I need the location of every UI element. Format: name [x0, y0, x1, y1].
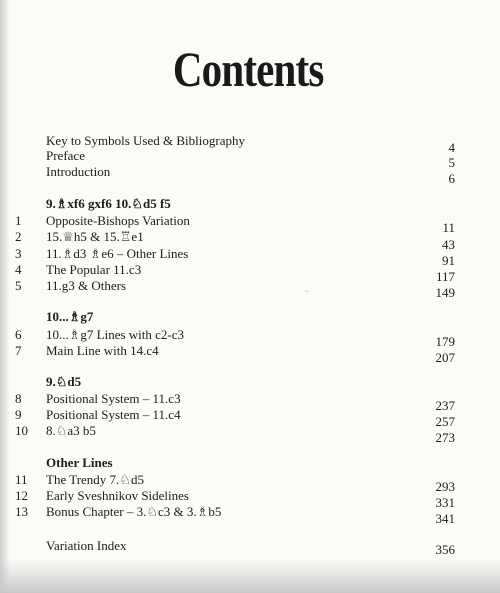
chapter-number: 8	[15, 391, 22, 406]
chapter-number: 9	[15, 407, 22, 422]
chapter-number: 10	[15, 423, 28, 438]
chapter-number: 7	[15, 343, 22, 358]
chapter-number: 11	[15, 472, 28, 487]
chapter-title[interactable]: 10...♗g7 Lines with c2-c3	[46, 327, 185, 342]
chapter-number: 1	[15, 213, 22, 228]
page-bottom-shadow	[0, 559, 500, 593]
chapter-title[interactable]: Positional System – 11.c3	[46, 391, 181, 406]
chapter-number: 6	[15, 327, 22, 342]
toc-entry-page: 356	[435, 542, 455, 557]
toc-entry-page: 4	[448, 140, 455, 155]
chapter-title[interactable]: 11.g3 & Others	[46, 278, 127, 293]
section-heading: 9.♘d5	[46, 374, 82, 389]
chapter-number: 13	[15, 504, 28, 519]
toc-entry-page: 6	[448, 171, 455, 186]
toc-entry-text[interactable]: Key to Symbols Used & Bibliography	[46, 133, 245, 148]
section-heading: Other Lines	[46, 455, 113, 470]
toc-entry-text[interactable]: Preface	[46, 148, 85, 163]
chapter-page: 179	[435, 334, 455, 349]
chapter-page: 293	[435, 479, 455, 494]
chapter-page: 43	[442, 237, 455, 252]
chapter-number: 3	[15, 246, 22, 261]
chapter-page: 273	[435, 430, 455, 445]
chapter-title[interactable]: The Trendy 7.♘d5	[46, 472, 144, 487]
paper-speck: ~	[305, 288, 309, 296]
chapter-title[interactable]: The Popular 11.c3	[46, 262, 142, 277]
chapter-title[interactable]: Main Line with 14.c4	[46, 343, 159, 358]
page-title: Contents	[172, 41, 324, 97]
chapter-title[interactable]: Early Sveshnikov Sidelines	[46, 488, 189, 503]
chapter-title[interactable]: 11.♗d3 ♗e6 – Other Lines	[46, 246, 189, 261]
chapter-title[interactable]: Bonus Chapter – 3.♘c3 & 3.♗b5	[46, 504, 222, 519]
chapter-title[interactable]: Positional System – 11.c4	[46, 407, 181, 422]
chapter-page: 149	[435, 285, 455, 300]
chapter-title[interactable]: 15.♕h5 & 15.♖e1	[46, 229, 144, 244]
chapter-page: 207	[435, 350, 455, 365]
chapter-number: 12	[15, 488, 28, 503]
chapter-number: 5	[15, 278, 22, 293]
chapter-title[interactable]: 8.♘a3 b5	[46, 423, 96, 438]
chapter-number: 2	[15, 229, 22, 244]
chapter-page: 331	[435, 495, 455, 510]
section-heading: 10...♗g7	[46, 309, 94, 324]
chapter-page: 91	[442, 253, 455, 268]
chapter-page: 257	[435, 414, 455, 429]
toc-entry-page: 5	[448, 155, 455, 170]
toc-entry-text[interactable]: Variation Index	[46, 538, 127, 553]
page-edge-shadow	[0, 0, 10, 593]
section-heading: 9.♗xf6 gxf6 10.♘d5 f5	[46, 196, 171, 211]
chapter-number: 4	[15, 262, 22, 277]
toc-entry-text[interactable]: Introduction	[46, 164, 111, 179]
chapter-page: 341	[435, 511, 455, 526]
chapter-page: 237	[435, 398, 455, 413]
chapter-page: 11	[442, 220, 455, 235]
chapter-page: 117	[435, 269, 455, 284]
chapter-title[interactable]: Opposite-Bishops Variation	[46, 213, 190, 228]
